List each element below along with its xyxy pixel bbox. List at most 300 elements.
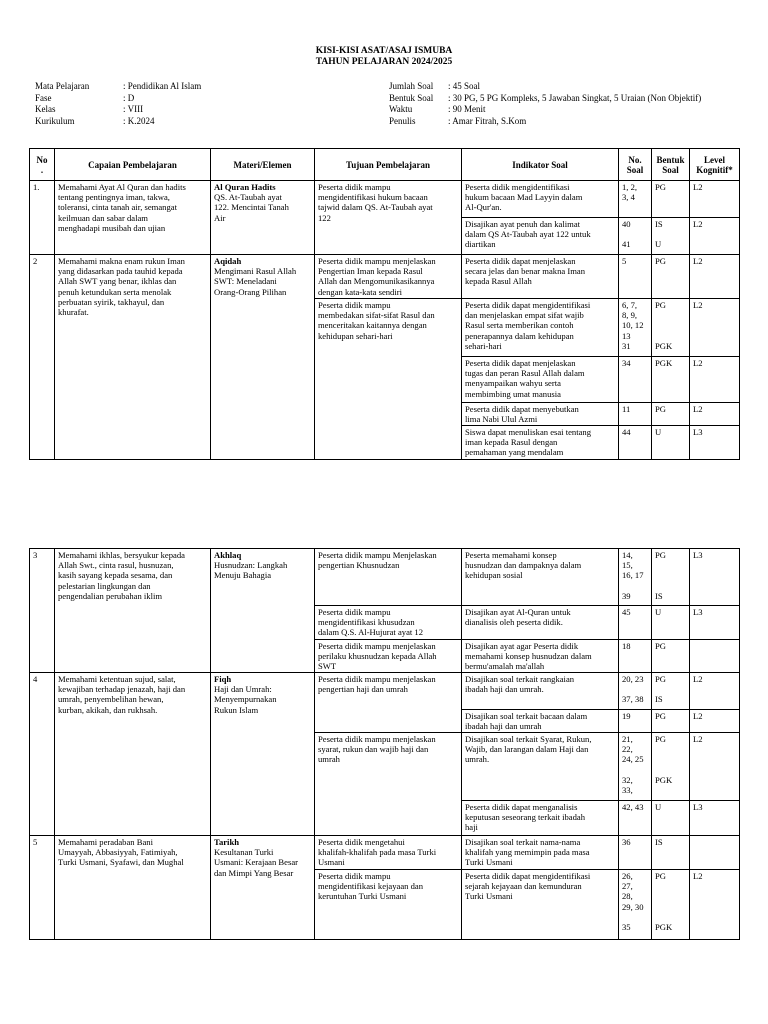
- tujuan-line: tajwid dalam QS. At-Taubah ayat: [318, 202, 433, 213]
- cell-no-soal: [619, 606, 652, 640]
- table-row: [30, 181, 740, 218]
- indikator-line: dianalisis oleh peserta didik.: [465, 617, 563, 628]
- indikator-line: ibadah haji dan umrah: [465, 721, 542, 732]
- capaian-line: kewajiban terhadap jenazah, haji dan: [58, 684, 186, 695]
- materi-line: Mengimani Rasul Allah: [214, 266, 297, 277]
- meta-row: [389, 116, 701, 128]
- cell-bentuk-soal: [652, 299, 690, 357]
- table-row: [30, 255, 740, 299]
- no-soal-line: [622, 684, 648, 694]
- meta-row: [389, 104, 701, 116]
- no-soal-line: [622, 765, 648, 775]
- bentuk-soal-line: [655, 754, 686, 764]
- indikator-line: kepada Rasul Allah: [465, 276, 532, 287]
- capaian-line: Memahami Ayat Al Quran dan hadits: [58, 182, 186, 192]
- materi-title: Aqidah: [214, 256, 242, 266]
- cell-bentuk-soal: [652, 403, 690, 426]
- bentuk-soal-line: IS: [655, 694, 663, 705]
- cell-level: L2: [690, 218, 740, 255]
- cell-level: L2: [690, 733, 740, 801]
- cell-tujuan: [315, 733, 462, 836]
- cell-no-soal: [619, 299, 652, 357]
- indikator-line: Rasul serta memberikan contoh: [465, 320, 574, 331]
- capaian-line: kasih sayang kepada sesama, dan: [58, 570, 173, 581]
- meta-value: : Pendidikan Al Islam: [123, 81, 202, 91]
- no-soal-line: 28,: [622, 891, 633, 902]
- no-soal-line: 27,: [622, 881, 633, 892]
- title-line-1: KISI-KISI ASAT/ASAJ ISMUBA: [315, 46, 453, 56]
- tujuan-line: Peserta didik mampu menjelaskan: [318, 734, 436, 744]
- tujuan-line: pengertian Khusnudzan: [318, 560, 400, 571]
- page-title: [0, 46, 768, 68]
- no-soal-line: 40: [622, 219, 631, 229]
- tujuan-line: mengidentifikasi hukum bacaan: [318, 192, 428, 203]
- cell-no: 4: [30, 673, 55, 836]
- capaian-line: penuh ketundukan serta menolak: [58, 286, 172, 297]
- cell-tujuan: [315, 836, 462, 870]
- capaian-line: menghadapi musibah dan ujian: [58, 222, 166, 233]
- cell-indikator: [462, 255, 619, 299]
- no-soal-line: [622, 581, 648, 591]
- header-tujuan: Tujuan Pembelajaran: [315, 149, 462, 181]
- cell-indikator: [462, 870, 619, 940]
- header-capaian: Capaian Pembelajaran: [55, 149, 211, 181]
- cell-level: L2: [690, 710, 740, 733]
- capaian-line: Umayyah, Abbasiyyah, Fatimiyah,: [58, 847, 178, 858]
- bentuk-soal-line: [655, 570, 686, 580]
- cell-tujuan: [315, 606, 462, 640]
- meta-row: [35, 81, 201, 93]
- meta-label: Penulis: [389, 115, 416, 126]
- meta-value: : VIII: [123, 104, 144, 114]
- kisi-table-part-2: [29, 548, 740, 940]
- materi-line: Husnudzan: Langkah: [214, 560, 288, 571]
- cell-level: [690, 640, 740, 673]
- cell-bentuk-soal: [652, 181, 690, 218]
- meta-row: [35, 93, 201, 105]
- cell-capaian: [55, 673, 211, 836]
- no-soal-line: 20, 23: [622, 674, 644, 684]
- bentuk-soal-line: PG: [655, 641, 666, 651]
- tujuan-line: perilaku khusnudzan kepada Allah: [318, 651, 437, 662]
- capaian-line: Memahami makna enam rukun Iman: [58, 256, 185, 266]
- indikator-line: khalifah yang memimpin pada masa: [465, 847, 590, 858]
- no-soal-line: 45: [622, 607, 631, 617]
- indikator-line: bermu'amalah ma'allah: [465, 661, 545, 672]
- indikator-line: Disajikan ayat agar Peserta didik: [465, 641, 579, 651]
- cell-no: 1.: [30, 181, 55, 255]
- capaian-line: kurban, akikah, dan rukhsah.: [58, 704, 158, 715]
- no-soal-line: 34: [622, 358, 631, 368]
- tujuan-line: keruntuhan Turki Usmani: [318, 891, 407, 902]
- indikator-line: membimbing umat manusia: [465, 388, 561, 399]
- cell-indikator: [462, 549, 619, 606]
- meta-label: Bentuk Soal: [389, 92, 434, 103]
- materi-line: Usmani: Kerajaan Besar: [214, 857, 298, 868]
- materi-line: Air: [214, 212, 226, 223]
- indikator-line: Disajikan soal terkait rangkaian: [465, 674, 575, 684]
- cell-no-soal: [619, 426, 652, 460]
- indikator-line: keputusan seseorang terkait ibadah: [465, 812, 586, 823]
- indikator-line: penerapannya dalam kehidupan: [465, 330, 574, 341]
- cell-bentuk-soal: [652, 426, 690, 460]
- no-soal-line: 31: [622, 340, 631, 351]
- bentuk-soal-line: PG: [655, 256, 666, 266]
- no-soal-line: 8, 9,: [622, 310, 638, 321]
- bentuk-soal-line: IS: [655, 837, 663, 847]
- no-soal-line: 29, 30: [622, 901, 644, 912]
- cell-no-soal: [619, 357, 652, 403]
- cell-no-soal: [619, 181, 652, 218]
- cell-level: L2: [690, 299, 740, 357]
- tujuan-line: Pengertian Iman kepada Rasul: [318, 266, 423, 277]
- materi-title: Akhlaq: [214, 550, 242, 560]
- indikator-line: Al-Qur'an.: [465, 202, 502, 213]
- meta-value: : K.2024: [123, 115, 155, 126]
- cell-level: L3: [690, 606, 740, 640]
- indikator-line: Peserta didik dapat menjelaskan: [465, 358, 576, 368]
- bentuk-soal-line: [655, 912, 686, 922]
- bentuk-soal-line: [655, 320, 686, 330]
- cell-tujuan: [315, 181, 462, 255]
- no-soal-line: 1, 2,: [622, 182, 638, 192]
- bentuk-soal-line: PGK: [655, 922, 673, 933]
- no-soal-line: 41: [622, 239, 631, 250]
- indikator-line: Disajikan soal terkait nama-nama: [465, 837, 581, 847]
- header-bentuk-soal: Bentuk Soal: [652, 149, 690, 181]
- capaian-line: perbuatan syirik, takhayul, dan: [58, 296, 165, 307]
- no-soal-line: 37, 38: [622, 694, 644, 705]
- indikator-line: memahami konsep husnudzan dalam: [465, 651, 592, 662]
- materi-title: Fiqh: [214, 674, 232, 684]
- indikator-line: menyampaikan wahyu serta: [465, 378, 561, 389]
- indikator-line: Peserta didik dapat menyebutkan: [465, 404, 579, 414]
- cell-bentuk-soal: [652, 733, 690, 801]
- bentuk-soal-line: PG: [655, 734, 666, 744]
- bentuk-soal-line: [655, 765, 686, 775]
- capaian-line: Allah Swt., cinta rasul, husnuzan,: [58, 560, 174, 571]
- table-row: [30, 673, 740, 710]
- no-soal-line: 44: [622, 427, 631, 437]
- cell-no-soal: [619, 733, 652, 801]
- meta-label: Waktu: [389, 104, 413, 114]
- header-no: No .: [30, 149, 55, 181]
- no-soal-line: 24, 25: [622, 754, 644, 765]
- tujuan-line: mengidentifikasi kejayaan dan: [318, 881, 423, 892]
- cell-no-soal: [619, 673, 652, 710]
- bentuk-soal-line: U: [655, 802, 662, 812]
- materi-line: 122. Mencintai Tanah: [214, 202, 289, 213]
- bentuk-soal-line: PG: [655, 550, 666, 560]
- capaian-line: tentang pentingnya iman, takwa,: [58, 192, 170, 203]
- materi-line: QS. At-Taubah ayat: [214, 192, 282, 203]
- cell-materi: [211, 673, 315, 836]
- indikator-line: Peserta memahami konsep: [465, 550, 557, 560]
- title-line-2: TAHUN PELAJARAN 2024/2025: [315, 57, 453, 67]
- cell-indikator: [462, 606, 619, 640]
- cell-tujuan: [315, 299, 462, 460]
- meta-value: : 45 Soal: [448, 81, 481, 91]
- no-soal-line: 14,: [622, 550, 633, 560]
- tujuan-line: Peserta didik mampu: [318, 871, 391, 881]
- cell-level: L3: [690, 801, 740, 836]
- bentuk-soal-line: PGK: [655, 358, 673, 368]
- indikator-line: Disajikan soal terkait bacaan dalam: [465, 711, 588, 721]
- cell-materi: [211, 181, 315, 255]
- cell-level: L2: [690, 181, 740, 218]
- no-soal-line: 5: [622, 256, 627, 266]
- indikator-line: pemahaman yang mendalam: [465, 447, 564, 458]
- no-soal-line: 16, 17: [622, 570, 644, 581]
- tujuan-line: SWT: [318, 661, 337, 672]
- capaian-line: Turki Usmani, Syafawi, dan Mughal: [58, 857, 184, 868]
- capaian-line: keilmuan dan sabar dalam: [58, 212, 148, 223]
- indikator-line: Disajikan ayat penuh dan kalimat: [465, 219, 581, 229]
- indikator-line: diartikan: [465, 239, 496, 250]
- capaian-line: Memahami ikhlas, bersyukur kepada: [58, 550, 185, 560]
- indikator-line: Turki Usmani: [465, 891, 513, 902]
- cell-no: 3: [30, 549, 55, 673]
- meta-right: [389, 81, 701, 127]
- table-row: [30, 549, 740, 606]
- materi-line: Orang-Orang Pilihan: [214, 286, 287, 297]
- indikator-line: Disajikan ayat Al-Quran untuk: [465, 607, 571, 617]
- indikator-line: iman kepada Rasul dengan: [465, 437, 558, 448]
- cell-indikator: [462, 357, 619, 403]
- no-soal-line: 42, 43: [622, 802, 644, 812]
- cell-bentuk-soal: [652, 218, 690, 255]
- tujuan-line: Peserta didik mampu menjelaskan: [318, 256, 436, 266]
- tujuan-line: 122: [318, 212, 331, 223]
- indikator-line: sehari-hari: [465, 340, 502, 351]
- indikator-line: husnudzan dan dampaknya dalam: [465, 560, 582, 571]
- meta-row: [389, 93, 701, 105]
- bentuk-soal-line: [655, 331, 686, 341]
- bentuk-soal-line: [655, 229, 686, 239]
- meta-row: [389, 81, 701, 93]
- meta-label: Mata Pelajaran: [35, 81, 90, 91]
- indikator-line: lima Nabi Ulul Azmi: [465, 414, 538, 425]
- meta-label: Fase: [35, 92, 52, 103]
- no-soal-line: 10, 12: [622, 320, 644, 331]
- bentuk-soal-line: PG: [655, 871, 666, 881]
- header-materi: Materi/Elemen: [211, 149, 315, 181]
- tujuan-line: dengan kata-kata sendiri: [318, 286, 402, 297]
- no-soal-line: 21,: [622, 734, 633, 744]
- tujuan-line: Peserta didik mampu menjelaskan: [318, 641, 436, 651]
- capaian-line: Memahami peradaban Bani: [58, 837, 153, 847]
- cell-bentuk-soal: [652, 357, 690, 403]
- tujuan-line: khalifah-khalifah pada masa Turki: [318, 847, 437, 858]
- tujuan-line: Peserta didik mengetahui: [318, 837, 405, 847]
- bentuk-soal-line: [655, 560, 686, 570]
- bentuk-soal-line: PG: [655, 711, 666, 721]
- cell-materi: [211, 549, 315, 673]
- indikator-line: kehidupan sosial: [465, 570, 523, 581]
- no-soal-line: 19: [622, 711, 631, 721]
- indikator-line: Peserta didik dapat menjelaskan: [465, 256, 576, 266]
- bentuk-soal-line: [655, 881, 686, 891]
- cell-capaian: [55, 836, 211, 940]
- cell-bentuk-soal: [652, 801, 690, 836]
- materi-line: Rukun Islam: [214, 704, 259, 715]
- bentuk-soal-line: [655, 744, 686, 754]
- cell-no: 2: [30, 255, 55, 460]
- meta-row: [35, 116, 201, 128]
- cell-bentuk-soal: [652, 836, 690, 870]
- cell-no-soal: [619, 218, 652, 255]
- cell-indikator: [462, 299, 619, 357]
- meta-value: : Amar Fitrah, S.Kom: [448, 115, 527, 126]
- cell-bentuk-soal: [652, 549, 690, 606]
- indikator-line: Peserta didik dapat mengidentifikasi: [465, 871, 591, 881]
- cell-indikator: [462, 801, 619, 836]
- cell-level: L2: [690, 357, 740, 403]
- cell-indikator: [462, 733, 619, 801]
- bentuk-soal-line: PG: [655, 674, 666, 684]
- tujuan-line: syarat, rukun dan wajib haji dan: [318, 744, 429, 755]
- bentuk-soal-line: IS: [655, 590, 663, 601]
- indikator-line: Wajib, dan larangan dalam Haji dan: [465, 744, 589, 755]
- tujuan-line: pengertian haji dan umrah: [318, 684, 408, 695]
- meta-label: Kurikulum: [35, 115, 75, 126]
- no-soal-line: 22,: [622, 744, 633, 755]
- materi-title: Tarikh: [214, 837, 240, 847]
- cell-materi: [211, 836, 315, 940]
- indikator-line: Peserta didik dapat mengidentifikasi: [465, 300, 591, 310]
- cell-indikator: [462, 640, 619, 673]
- tujuan-line: mengidentifikasi khusudzan: [318, 617, 415, 628]
- no-soal-line: 6, 7,: [622, 300, 638, 310]
- cell-level: L2: [690, 673, 740, 710]
- capaian-line: umrah, penyembelihan hewan,: [58, 694, 164, 705]
- meta-label: Kelas: [35, 104, 56, 114]
- indikator-line: dan menjelaskan empat sifat wajib: [465, 310, 584, 321]
- no-soal-line: 32,: [622, 774, 633, 785]
- cell-level: L2: [690, 255, 740, 299]
- bentuk-soal-line: U: [655, 427, 662, 437]
- cell-capaian: [55, 255, 211, 460]
- materi-line: Haji dan Umrah:: [214, 684, 272, 695]
- no-soal-line: 11: [622, 404, 631, 414]
- cell-level: L2: [690, 870, 740, 940]
- no-soal-line: 18: [622, 641, 631, 651]
- cell-level: L3: [690, 549, 740, 606]
- meta-row: [35, 104, 201, 116]
- cell-bentuk-soal: [652, 870, 690, 940]
- bentuk-soal-line: [655, 310, 686, 320]
- cell-tujuan: [315, 549, 462, 606]
- tujuan-line: Peserta didik mampu menjelaskan: [318, 674, 436, 684]
- meta-value: : 30 PG, 5 PG Kompleks, 5 Jawaban Singkat, 5 Uraian (Non Objektif): [448, 92, 702, 103]
- cell-capaian: [55, 181, 211, 255]
- capaian-line: pelestarian lingkungan dan: [58, 580, 151, 591]
- tujuan-line: kehidupan sehari-hari: [318, 330, 393, 341]
- cell-no: 5: [30, 836, 55, 940]
- bentuk-soal-line: [655, 902, 686, 912]
- cell-tujuan: [315, 640, 462, 673]
- cell-no-soal: [619, 801, 652, 836]
- no-soal-line: 35: [622, 922, 631, 933]
- cell-level: L2: [690, 403, 740, 426]
- materi-line: dan Mimpi Yang Besar: [214, 867, 294, 878]
- materi-line: Kesultanan Turki: [214, 847, 274, 858]
- bentuk-soal-line: PGK: [655, 340, 673, 351]
- capaian-line: yang didasarkan pada tauhid kepada: [58, 266, 183, 277]
- capaian-line: Allah SWT yang benar, ikhlas dan: [58, 276, 177, 287]
- cell-level: [690, 836, 740, 870]
- bentuk-soal-line: IS: [655, 219, 663, 229]
- cell-indikator: [462, 710, 619, 733]
- tujuan-line: Peserta didik mampu Menjelaskan: [318, 550, 437, 560]
- materi-line: SWT: Meneladani: [214, 276, 277, 287]
- bentuk-soal-line: [655, 891, 686, 901]
- cell-no-soal: [619, 640, 652, 673]
- indikator-line: Turki Usmani: [465, 857, 513, 868]
- cell-no-soal: [619, 403, 652, 426]
- meta-left: [35, 81, 201, 127]
- cell-indikator: [462, 218, 619, 255]
- cell-bentuk-soal: [652, 606, 690, 640]
- header-indikator: Indikator Soal: [462, 149, 619, 181]
- cell-no-soal: [619, 836, 652, 870]
- tujuan-line: Allah dan Mengomunikasikannya: [318, 276, 435, 287]
- cell-no-soal: [619, 710, 652, 733]
- materi-line: Menyempurnakan: [214, 694, 277, 705]
- cell-tujuan: [315, 255, 462, 299]
- cell-bentuk-soal: [652, 710, 690, 733]
- tujuan-line: Peserta didik mampu: [318, 300, 391, 310]
- cell-capaian: [55, 549, 211, 673]
- no-soal-line: 13: [622, 330, 631, 341]
- tujuan-line: dalam Q.S. Al-Hujurat ayat 12: [318, 627, 424, 638]
- tujuan-line: umrah: [318, 754, 340, 765]
- table-row: [30, 836, 740, 870]
- tujuan-line: Peserta didik mampu: [318, 182, 391, 192]
- cell-tujuan: [315, 673, 462, 733]
- no-soal-line: 33,: [622, 785, 633, 796]
- cell-indikator: [462, 426, 619, 460]
- indikator-line: Siswa dapat menuliskan esai tentang: [465, 427, 592, 437]
- bentuk-soal-line: [655, 684, 686, 694]
- kisi-table-part-1: [29, 148, 740, 460]
- tujuan-line: Peserta didik mampu: [318, 607, 391, 617]
- cell-tujuan: [315, 870, 462, 940]
- bentuk-soal-line: U: [655, 607, 662, 617]
- indikator-line: Peserta didik mengidentifikasi: [465, 182, 570, 192]
- indikator-line: haji: [465, 822, 478, 833]
- no-soal-line: 36: [622, 837, 631, 847]
- materi-title: Al Quran Hadits: [214, 182, 276, 192]
- header-level-kognitif: Level Kognitif*: [690, 149, 740, 181]
- header-no-soal: No. Soal: [619, 149, 652, 181]
- cell-bentuk-soal: [652, 640, 690, 673]
- capaian-line: Memahami ketentuan sujud, salat,: [58, 674, 176, 684]
- no-soal-line: 3, 4: [622, 192, 635, 203]
- tujuan-line: menceritakan kaitannya dengan: [318, 320, 427, 331]
- meta-label: Jumlah Soal: [389, 81, 434, 91]
- no-soal-line: [622, 912, 648, 922]
- indikator-line: ibadah haji dan umrah.: [465, 684, 544, 695]
- indikator-line: dalam QS At-Taubah ayat 122 untuk: [465, 229, 591, 240]
- cell-no-soal: [619, 549, 652, 606]
- capaian-line: toleransi, cinta tanah air, semangat: [58, 202, 177, 213]
- no-soal-line: [622, 229, 648, 239]
- bentuk-soal-line: U: [655, 239, 662, 250]
- indikator-line: hukum bacaan Mad Layyin dalam: [465, 192, 583, 203]
- indikator-line: Disajikan soal terkait Syarat, Rukun,: [465, 734, 592, 744]
- cell-level: L3: [690, 426, 740, 460]
